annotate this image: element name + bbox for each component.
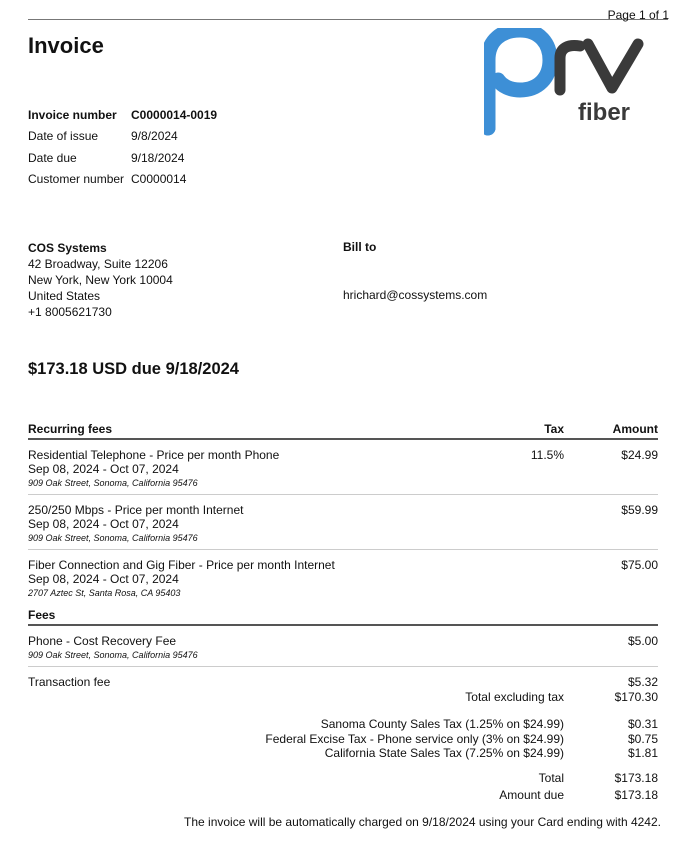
- tax-value: $1.81: [627, 746, 658, 760]
- page-number: Page 1 of 1: [607, 8, 669, 22]
- item-tax: 11.5%: [530, 448, 564, 462]
- table-row: [28, 550, 658, 604]
- bill-to-label: Bill to: [343, 240, 377, 254]
- meta-label: Date due: [28, 150, 77, 165]
- meta-date-of-issue: [28, 126, 217, 148]
- amount-due-label: Amount due: [499, 787, 564, 802]
- fee-address: 909 Oak Street, Sonoma, California 95476: [28, 650, 198, 660]
- item-period: Sep 08, 2024 - Oct 07, 2024: [28, 462, 179, 476]
- sender-addr1: 42 Broadway, Suite 12206: [28, 257, 168, 271]
- tax-value: $0.75: [627, 731, 658, 746]
- item-desc: Fiber Connection and Gig Fiber - Price per month Internet: [28, 558, 335, 572]
- tax-block: [28, 717, 658, 761]
- meta-date-due: [28, 147, 217, 169]
- fee-amount: $5.00: [627, 634, 658, 648]
- tax-row: [28, 732, 658, 747]
- transaction-fee-amount: $5.32: [627, 675, 658, 689]
- prv-fiber-logo: [484, 28, 660, 136]
- meta-label: Customer number: [28, 172, 125, 187]
- col-tax: Tax: [544, 422, 564, 436]
- item-period: Sep 08, 2024 - Oct 07, 2024: [28, 517, 179, 531]
- line-items-table: [28, 420, 658, 694]
- subtotal-value: $170.30: [614, 690, 658, 704]
- fee-desc: Phone - Cost Recovery Fee: [28, 634, 177, 648]
- item-desc: Residential Telephone - Price per month Phone: [28, 448, 280, 462]
- item-address: 909 Oak Street, Sonoma, California 95476: [28, 478, 198, 488]
- col-amount: Amount: [612, 422, 658, 436]
- bill-to-email: hrichard@cossystems.com: [343, 288, 488, 302]
- table-header: [28, 420, 658, 440]
- item-amount: $59.99: [621, 503, 658, 517]
- item-tax: [462, 558, 582, 599]
- company-logo: [484, 28, 660, 136]
- tax-row: [28, 746, 658, 761]
- total-row: [28, 771, 658, 786]
- meta-value: C0000014-0019: [131, 107, 218, 122]
- tax-label: Federal Excise Tax - Phone service only (3% on $24.99): [265, 731, 564, 746]
- sender-country: United States: [28, 289, 101, 303]
- table-row: [28, 626, 658, 667]
- sender-name: COS Systems: [28, 241, 107, 255]
- meta-customer-number: [28, 169, 217, 191]
- grand-total-block: [28, 771, 658, 802]
- header-rule: [28, 19, 668, 20]
- item-address: 909 Oak Street, Sonoma, California 95476: [28, 533, 198, 543]
- amount-due-value: $173.18: [614, 787, 658, 802]
- sender-phone: +1 8005621730: [28, 305, 112, 319]
- amount-due-heading: $173.18 USD due 9/18/2024: [28, 360, 239, 378]
- item-tax: [462, 503, 582, 544]
- transaction-fee-label: Transaction fee: [28, 675, 111, 689]
- fees-section-header: Fees: [28, 606, 658, 626]
- item-amount: $24.99: [621, 448, 658, 462]
- meta-value: 9/8/2024: [131, 129, 178, 144]
- item-address: 2707 Aztec St, Santa Rosa, CA 95403: [28, 588, 181, 598]
- meta-label: Invoice number: [28, 107, 117, 122]
- svg-text:fiber: fiber: [578, 99, 631, 126]
- amount-due-row: [28, 788, 658, 803]
- table-row: [28, 440, 658, 495]
- meta-value: C0000014: [131, 172, 187, 187]
- total-value: $173.18: [614, 771, 658, 785]
- tax-row: [28, 717, 658, 732]
- item-period: Sep 08, 2024 - Oct 07, 2024: [28, 572, 179, 586]
- meta-label: Date of issue: [28, 129, 99, 144]
- item-amount: $75.00: [621, 558, 658, 572]
- meta-invoice-number: [28, 104, 217, 126]
- invoice-meta: [28, 104, 217, 190]
- subtotal-label: Total excluding tax: [465, 690, 564, 704]
- meta-value: 9/18/2024: [131, 150, 185, 165]
- tax-label: California State Sales Tax (7.25% on $24.99): [324, 746, 564, 760]
- total-label: Total: [538, 771, 564, 785]
- page-title: Invoice: [28, 33, 104, 58]
- sender-addr2: New York, New York 10004: [28, 273, 173, 287]
- subtotal-block: [28, 690, 658, 705]
- tax-label: Sanoma County Sales Tax (1.25% on $24.99): [320, 717, 564, 731]
- sender-address: [28, 240, 173, 320]
- item-desc: 250/250 Mbps - Price per month Internet: [28, 503, 244, 517]
- payment-note: The invoice will be automatically charged on 9/18/2024 using your Card ending with 4242.: [184, 815, 661, 829]
- subtotal-row: [28, 690, 658, 705]
- col-recurring-fees: Recurring fees: [28, 422, 113, 436]
- table-row: [28, 495, 658, 550]
- tax-value: $0.31: [627, 717, 658, 731]
